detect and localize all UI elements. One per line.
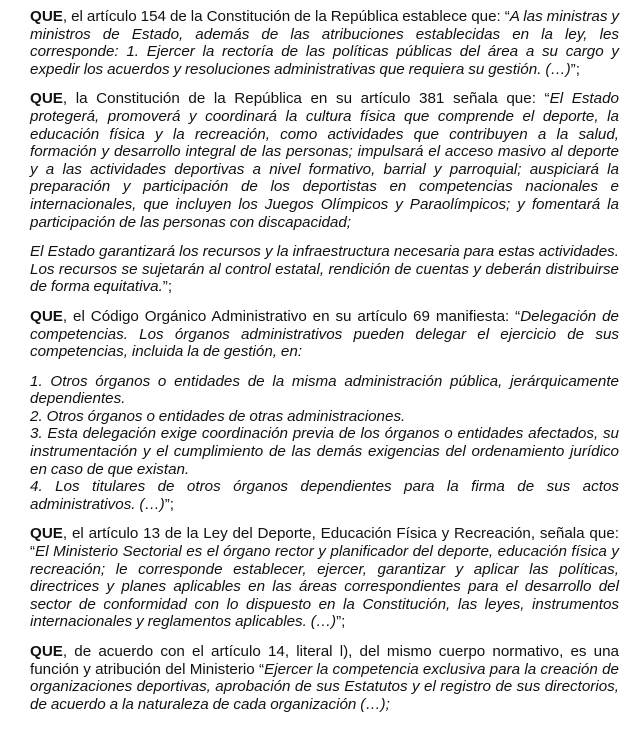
que-keyword: QUE [30, 307, 63, 325]
paragraph-ley-deporte-article-13 [30, 525, 619, 631]
list-item: 3. Esta delegación exige coordinación previa de los órganos o entidades afectados, su instrumentación y el cumplimiento de las demás exigencias del ordenamiento jurídico en caso de que existan. [30, 425, 619, 478]
paragraph-text: , el artículo 154 de la Constitución de la República establece que: “ [62, 8, 510, 25]
paragraph-text: , la Constitución de la República en su artículo 381 señala que: “ [62, 90, 550, 108]
paragraph-article-381-continued [30, 243, 619, 296]
quoted-text: El Ministerio Sectorial es el órgano rector y planificador del deporte, educación física y recreación; le corresponde establecer, ejercer, garantizar y aplicar las políticas, directrices y planes aplicables en las áreas correspondientes para el desarrollo del sector de conformidad con lo dispuesto en la Constitución, las leyes, instrumentos internacionales y reglamentos aplicables. (…) [30, 543, 619, 631]
quoted-text: El Estado protegerá, promoverá y coordinará la cultura física que comprende el deporte, la educación física y la recreación, como actividades que contribuyen a la salud, formación y desarrollo integral de las personas; impulsará el acceso masivo al deporte y a las actividades deportivas a nivel formativo, barrial y parroquial; auspiciará la preparación y participación de los deportistas en competencias nacionales e internacionales, que incluyen los Juegos Olímpicos y Paraolímpicos; y fomentará la participación de las personas con discapacidad; [30, 90, 619, 231]
closing-quote: ”; [162, 278, 173, 296]
paragraph-article-154 [30, 8, 619, 78]
closing-quote: ”; [336, 613, 346, 631]
quoted-text: Ejercer la competencia exclusiva para la creación de organizaciones deportivas, aprobación de sus Estatutos y el registro de sus directorios, de acuerdo a la naturaleza de cada organización (…); [30, 660, 619, 713]
paragraph-text: , el artículo 13 de la Ley del Deporte, Educación Física y Recreación, señala que: “ [30, 525, 619, 561]
paragraph-article-381 [30, 90, 619, 231]
que-keyword: QUE [30, 643, 63, 660]
que-keyword: QUE [30, 8, 63, 25]
list-item-text: 4. Los titulares de otros órganos dependientes para la firma de sus actos administrativos. (…) [30, 478, 619, 513]
delegation-list [30, 373, 619, 514]
quoted-text: A las ministras y ministros de Estado, además de las atribuciones establecidas en la ley, les corresponde: 1. Ejercer la rectoría de las políticas públicas del área a su cargo y expedir los acuerdos y resoluciones administrativas que requiera su gestión. (…) [30, 8, 619, 78]
paragraph-coa-article-69 [30, 308, 619, 361]
list-item [30, 478, 619, 513]
que-keyword: QUE [30, 525, 63, 543]
que-keyword: QUE [30, 90, 63, 108]
paragraph-text: , el Código Orgánico Administrativo en su artículo 69 manifiesta: “ [62, 307, 521, 325]
list-item: 2. Otros órganos o entidades de otras administraciones. [30, 407, 406, 425]
closing-quote: ”; [164, 495, 175, 513]
quoted-text: El Estado garantizará los recursos y la infraestructura necesaria para estas actividades. Los recursos se sujetarán al control estatal, rendición de cuentas y deberán distribuirse de forma equitativa. [30, 243, 619, 296]
list-item: 1. Otros órganos o entidades de la misma administración pública, jerárquicamente dependientes. [30, 372, 619, 408]
paragraph-article-14 [30, 643, 619, 713]
closing-quote: ”; [570, 60, 580, 78]
quoted-text: Delegación de competencias. Los órganos administrativos pueden delegar el ejercicio de sus competencias, incluida la de gestión, en: [30, 307, 619, 361]
paragraph-text: , de acuerdo con el artículo 14, literal l), del mismo cuerpo normativo, es una función y atribución del Ministerio “ [30, 643, 619, 678]
